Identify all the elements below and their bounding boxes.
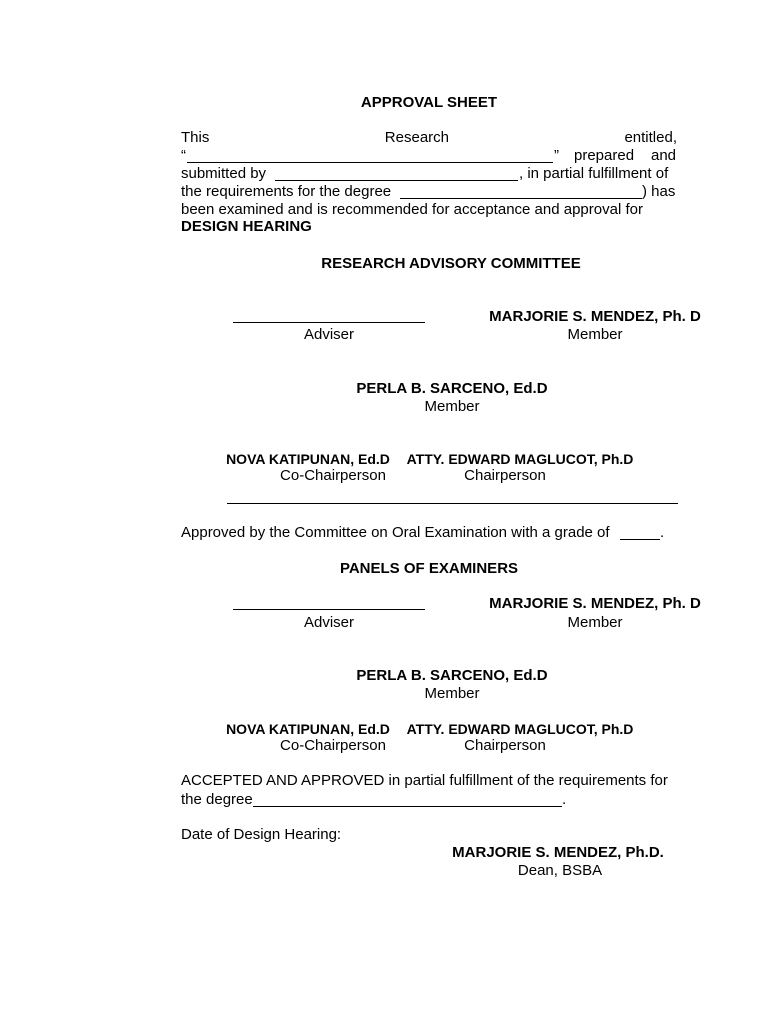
degree-blank[interactable] — [400, 198, 642, 199]
committee-member2-role: Member — [424, 398, 480, 415]
panel-member1-role: Member — [567, 614, 623, 631]
dean-role: Dean, BSBA — [517, 862, 603, 879]
panel-heading: PANELS OF EXAMINERS — [339, 560, 519, 577]
design-hearing-label: DESIGN HEARING — [181, 218, 312, 235]
committee-chair-name: ATTY. EDWARD MAGLUCOT, Ph.D — [406, 451, 634, 467]
partial-fulfillment-text: , in partial fulfillment of — [519, 165, 669, 182]
committee-member1-role: Member — [567, 326, 623, 343]
panel-adviser-role: Adviser — [303, 614, 355, 631]
close-quote: ” — [554, 147, 559, 164]
page-title — [0, 94, 768, 112]
intro-line-1 — [181, 129, 677, 147]
approved-statement: Approved by the Committee on Oral Examination with a grade of — [181, 524, 610, 541]
panel-cochair-role: Co-Chairperson — [280, 737, 386, 754]
panel-member2-role: Member — [424, 685, 480, 702]
panel-member2-name: PERLA B. SARCENO, Ed.D — [356, 667, 548, 684]
committee-cochair-role: Co-Chairperson — [280, 467, 386, 484]
committee-cochair-name: NOVA KATIPUNAN, Ed.D — [226, 451, 390, 467]
submitted-by-label: submitted by — [181, 165, 267, 182]
intro-word-prepared: prepared — [574, 147, 635, 164]
open-quote: “ — [181, 147, 186, 164]
intro-line-5: been examined and is recommended for acceptance and approval for — [181, 201, 643, 218]
panel-member1-name: MARJORIE S. MENDEZ, Ph. D — [489, 595, 701, 612]
panel-chair-name: ATTY. EDWARD MAGLUCOT, Ph.D — [406, 721, 634, 737]
committee-heading: RESEARCH ADVISORY COMMITTEE — [321, 255, 581, 272]
intro-word-this: This — [181, 129, 210, 146]
submitted-by-blank[interactable] — [275, 180, 518, 181]
intro-word-research: Research — [384, 129, 449, 146]
date-of-design-hearing-label: Date of Design Hearing: — [181, 826, 342, 843]
committee-member2-name: PERLA B. SARCENO, Ed.D — [356, 380, 548, 397]
section-divider — [227, 503, 678, 504]
has-text: ) has — [642, 183, 676, 200]
accepted-statement-line1: ACCEPTED AND APPROVED in partial fulfillment of the requirements for — [181, 772, 668, 789]
accepted-period: . — [562, 791, 567, 808]
grade-blank[interactable] — [620, 539, 660, 540]
requirements-label: the requirements for the degree — [181, 183, 392, 200]
committee-adviser-signature-line[interactable] — [233, 322, 425, 323]
panel-adviser-signature-line[interactable] — [233, 609, 425, 610]
research-title-blank[interactable] — [187, 162, 553, 163]
dean-name: MARJORIE S. MENDEZ, Ph.D. — [452, 844, 664, 861]
accepted-degree-blank[interactable] — [253, 806, 562, 807]
panel-chair-role: Chairperson — [464, 737, 546, 754]
approved-period: . — [660, 524, 665, 541]
committee-adviser-role: Adviser — [303, 326, 355, 343]
title-text: APPROVAL SHEET — [360, 94, 498, 111]
intro-word-and: and — [651, 147, 677, 164]
intro-word-entitled: entitled, — [624, 129, 677, 146]
committee-member1-name: MARJORIE S. MENDEZ, Ph. D — [489, 308, 701, 325]
accepted-statement-line2: the degree — [181, 791, 253, 808]
panel-cochair-name: NOVA KATIPUNAN, Ed.D — [226, 721, 390, 737]
committee-chair-role: Chairperson — [464, 467, 546, 484]
